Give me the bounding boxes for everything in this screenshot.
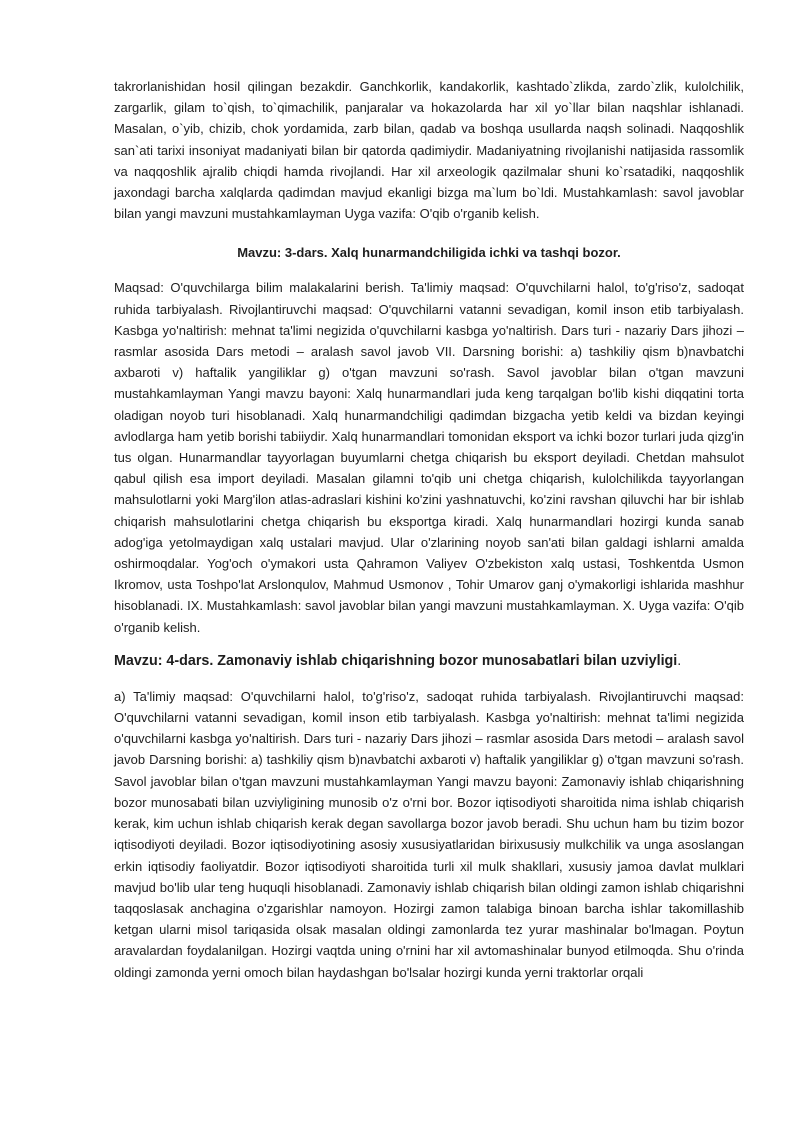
paragraph-lesson-3: Maqsad: O'quvchilarga bilim malakalarini berish. Ta'limiy maqsad: O'quvchilarni halol, to'g'riso'z, sadoqat ruhida tarbiyalash. Rivojlantiruvchi maqsad: O'quvchilarni vatanni sevadigan, komil inson etib tarbiyalash. Kasbga yo'naltirish: mehnat ta'limi negizida o'quvchilarni kasbga yo'naltirish. Dars turi - nazariy Dars jihozi – rasmlar asosida Dars metodi – aralash savol javob VII. Darsning borishi: a) tashkiliy qism b)navbatchi axbaroti v) haftalik yangiliklar g) o'tgan mavzuni so'rash. Savol javoblar bilan o'tgan mavzuni mustahkamlayman Yangi mavzu bayoni: Xalq hunarmandlari juda keng tarqalgan bo'lib kishi diqqatini torta oladigan noyob turi hisoblanadi. Xalq hunarmandchiligi qadimdan bizgacha yetib keldi va bizdan keyingi avlodlarga ham yetib borishi tabiiydir. Xalq hunarmandlari tomonidan eksport va ichki bozor turlari juda qizg'in tus olgan. Hunarmandlar tayyorlagan buyumlarni chetga chiqarish bu eksport deyiladi. Chetdan mahsulot qabul qilish esa import deyiladi. Masalan gilamni to'qib uni chetga chiqarish, kulolchilikda tayyorlangan mahsulotlarni yoki Marg'ilon atlas-adraslari kishini ko'zini yashnatuvchi, ko'zini ravshan qiluvchi har bir ishlab chiqarish mahsulotlarini chetga chiqarish bu eksportga kiradi. Xalq hunarmandlari hozirgi kunda sanab adog'iga yetolmaydigan xalq ustalari mavjud. Ular o'zlarining noyob san'ati bilan galdagi ishlarni amalda oshirmoqdalar. Yog'och o'ymakori usta Qahramon Valiyev O'zbekiston xalq ustasi, Toshkentda Usmon Ikromov, usta Toshpo'lat Arslonqulov, Mahmud Usmonov , Tohir Umarov ganj o'ymakorligi ishlarida mashhur hisoblanadi. IX. Mustahkamlash: savol javoblar bilan yangi mavzuni mustahkamlayman. X. Uyga vazifa: O'qib o'rganib kelish. — [114, 280, 744, 635]
lesson-4-title — [114, 650, 744, 672]
paragraph-naqqoshlik: takrorlanishidan hosil qilingan bezakdir. Ganchkorlik, kandakorlik, kashtado`zlikda, zardo`zlik, kulolchilik, zargarlik, gilam to`qish, to`qimachilik, panjaralar va hokazolarda har xil yo`llar bilan naqshlar ishlanadi. Masalan, o`yib, chizib, chok yordamida, zarb bilan, qadab va boshqa usullarda naqsh solinadi. Naqqoshlik san`ati tarixi insoniyat madaniyati bilan bir qatorda qadimiydir. Madaniyatning rivojlanishi natijasida rassomlik va naqqoshlik ajralib chiqdi hamda rivojlandi. Har xil arxeologik qazilmalar shuni ko`rsatadiki, naqqoshlik jaxondagi barcha xalqlarda qadimdan mavjud ekanligi bizga ma`lum bo`ldi. Mustahkamlash: savol javoblar bilan yangi mavzuni mustahkamlayman Uyga vazifa: O'qib o'rganib kelish. — [114, 79, 744, 222]
lesson-4-title-period: . — [677, 652, 682, 669]
lesson-3-title: Mavzu: 3-dars. Xalq hunarmandchiligida ichki va tashqi bozor. — [237, 245, 621, 261]
paragraph-lesson-4: a) Ta'limiy maqsad: O'quvchilarni halol, to'g'riso'z, sadoqat ruhida tarbiyalash. Rivojlantiruvchi maqsad: O'quvchilarni vatanni sevadigan, komil inson etib tarbiyalash. Kasbga yo'naltirish: mehnat ta'limi negizida o'quvchilarni kasbga yo'naltirish. Dars turi - nazariy Dars jihozi – rasmlar asosida Dars metodi – aralash savol javob Darsning borishi: a) tashkiliy qism b)navbatchi axbaroti v) haftalik yangiliklar g) o'tgan mavzuni so'rash. Savol javoblar bilan o'tgan mavzuni mustahkamlayman Yangi mavzu bayoni: Zamonaviy ishlab chiqarishning bozor munosabati bilan uzviyligining munosib o'z o'rni bor. Bozor iqtisodiyoti sharoitida nima ishlab chiqarish kerak, kim uchun ishlab chiqarish kerak degan savollarga bozor javob beradi. Shu uchun ham bu tizim bozor iqtisodiyoti deyiladi. Bozor iqtisodiyotining asosiy xususiyatlaridan birixususiy mulkchilik va unga asoslangan erkin iqtisodiy faoliyatdir. Bozor iqtisodiyoti sharoitida turli xil mulk shakllari, xususiy jamoa davlat mulklari mavjud bo'lib ular teng huquqli hisoblanadi. Zamonaviy ishlab chiqarish bilan oldingi zamon ishlab chiqarishni taqqoslasak anchagina o'zgarishlar namoyon. Hozirgi zamon talabiga binoan barcha ishlar takomillashib ketgan ularni misol tariqasida olsak masalan oldingi zamonlarda tez yurar mashinalar bo'lmagan. Poytun aravalardan foydalanilgan. Hozirgi vaqtda uning o'rnini har xil avtomashinalar bunyod etilmoqda. Shu o'rinda oldingi zamonda yerni omoch bilan haydashgan bo'lsalar hozirgi kunda yerni traktorlar orqali — [114, 688, 744, 980]
lesson-4-title-text: Mavzu: 4-dars. Zamonaviy ishlab chiqarishning bozor munosabatlari bilan uzviyligi — [114, 652, 678, 669]
